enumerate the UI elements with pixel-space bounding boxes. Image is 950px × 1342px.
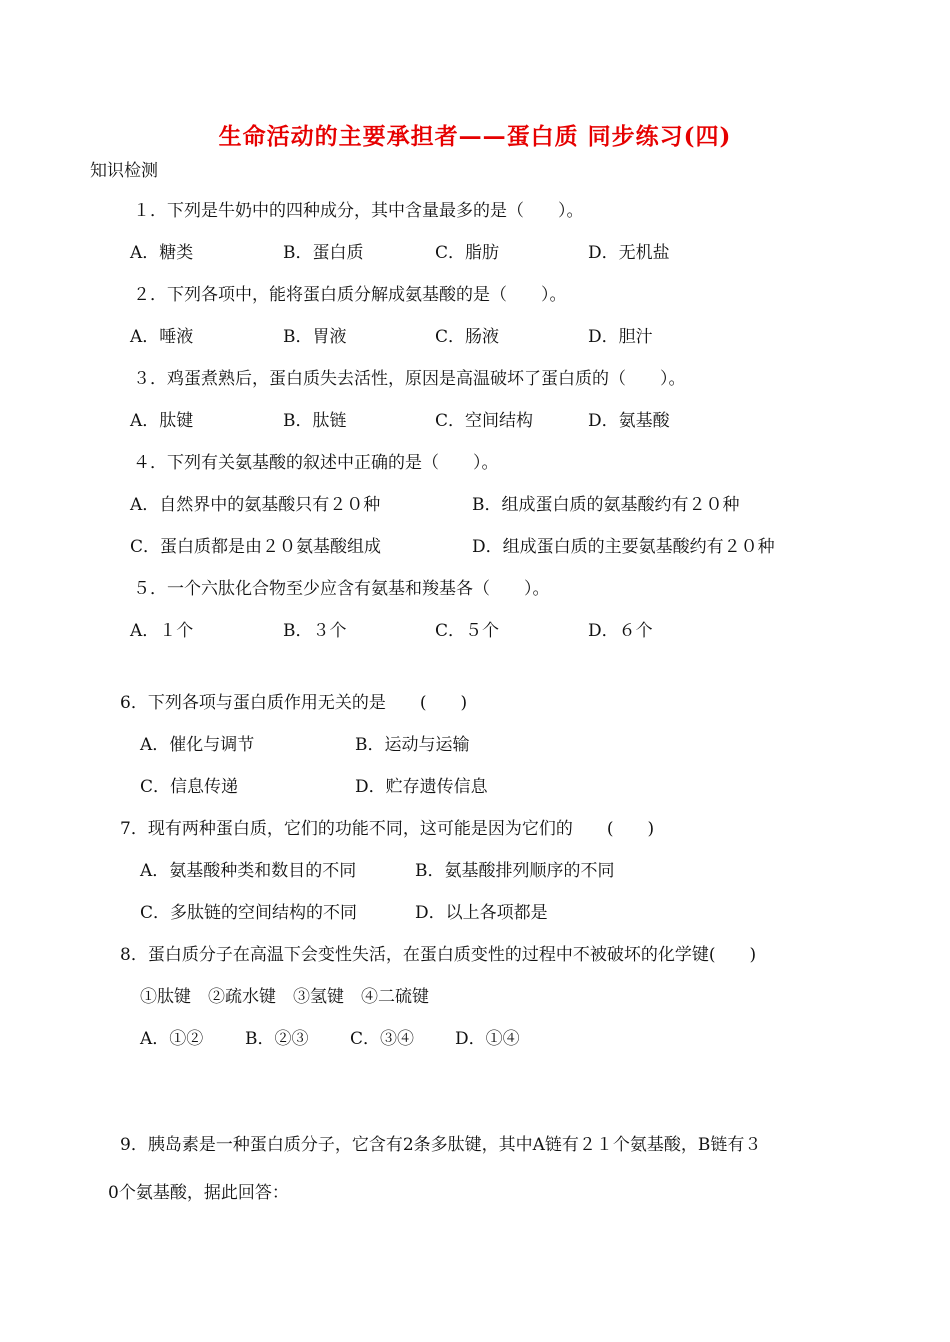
question-4-stem: ４．下列有关氨基酸的叙述中正确的是（ ）。 [133, 453, 499, 473]
question-1-stem: １．下列是牛奶中的四种成分，其中含量最多的是（ ）。 [133, 201, 584, 221]
q2-option-a: A．唾液 [130, 327, 194, 347]
q7-option-c: C．多肽链的空间结构的不同 [140, 903, 358, 923]
q2-option-b: B．胃液 [283, 327, 347, 347]
question-9-stem: 9．胰岛素是一种蛋白质分子，它含有2条多肽键，其中A链有２１个氨基酸，B链有３ [120, 1135, 762, 1155]
question-6-stem: 6．下列各项与蛋白质作用无关的是 ( ) [120, 693, 468, 713]
q8-option-d: D．①④ [455, 1029, 520, 1049]
q5-option-c: C．５个 [435, 621, 500, 641]
q8-bond-list: ①肽键 ②疏水键 ③氢键 ④二硫键 [140, 987, 429, 1007]
section-heading: 知识检测 [90, 161, 158, 181]
q1-option-c: C．脂肪 [435, 243, 500, 263]
q6-option-c: C．信息传递 [140, 777, 239, 797]
q3-option-a: A．肽键 [130, 411, 194, 431]
q7-option-d: D．以上各项都是 [415, 903, 548, 923]
q7-option-a: A．氨基酸种类和数目的不同 [140, 861, 357, 881]
q8-option-a: A．①② [140, 1029, 204, 1049]
q1-option-a: A．糖类 [130, 243, 194, 263]
q1-option-d: D．无机盐 [588, 243, 670, 263]
q3-option-b: B．肽链 [283, 411, 347, 431]
q6-option-a: A．催化与调节 [140, 735, 255, 755]
q4-option-a: A．自然界中的氨基酸只有２０种 [130, 495, 381, 515]
q6-option-d: D．贮存遗传信息 [355, 777, 488, 797]
page-title: 生命活动的主要承担者——蛋白质 同步练习(四) [218, 123, 732, 150]
q5-option-b: B．３个 [283, 621, 347, 641]
q6-option-b: B．运动与运输 [355, 735, 470, 755]
q7-option-b: B．氨基酸排列顺序的不同 [415, 861, 615, 881]
q4-option-b: B．组成蛋白质的氨基酸约有２０种 [472, 495, 740, 515]
q2-option-c: C．肠液 [435, 327, 500, 347]
q3-option-d: D．氨基酸 [588, 411, 670, 431]
q5-option-d: D．６个 [588, 621, 653, 641]
q5-option-a: A．１个 [130, 621, 194, 641]
question-8-stem: 8．蛋白质分子在高温下会变性失活，在蛋白质变性的过程中不被破坏的化学键( ) [120, 945, 757, 965]
question-3-stem: ３．鸡蛋煮熟后，蛋白质失去活性，原因是高温破坏了蛋白质的（ ）。 [133, 369, 686, 389]
q4-option-d: D．组成蛋白质的主要氨基酸约有２０种 [472, 537, 775, 557]
q4-option-c: C．蛋白质都是由２０氨基酸组成 [130, 537, 382, 557]
question-5-stem: ５．一个六肽化合物至少应含有氨基和羧基各（ ）。 [133, 579, 550, 599]
q3-option-c: C．空间结构 [435, 411, 534, 431]
question-2-stem: ２．下列各项中，能将蛋白质分解成氨基酸的是（ ）。 [133, 285, 567, 305]
q8-option-c: C．③④ [350, 1029, 415, 1049]
q8-option-b: B．②③ [245, 1029, 309, 1049]
q1-option-b: B．蛋白质 [283, 243, 364, 263]
question-7-stem: 7．现有两种蛋白质，它们的功能不同，这可能是因为它们的 ( ) [120, 819, 655, 839]
q2-option-d: D．胆汁 [588, 327, 653, 347]
question-9-continuation: 0个氨基酸，据此回答： [108, 1183, 289, 1203]
